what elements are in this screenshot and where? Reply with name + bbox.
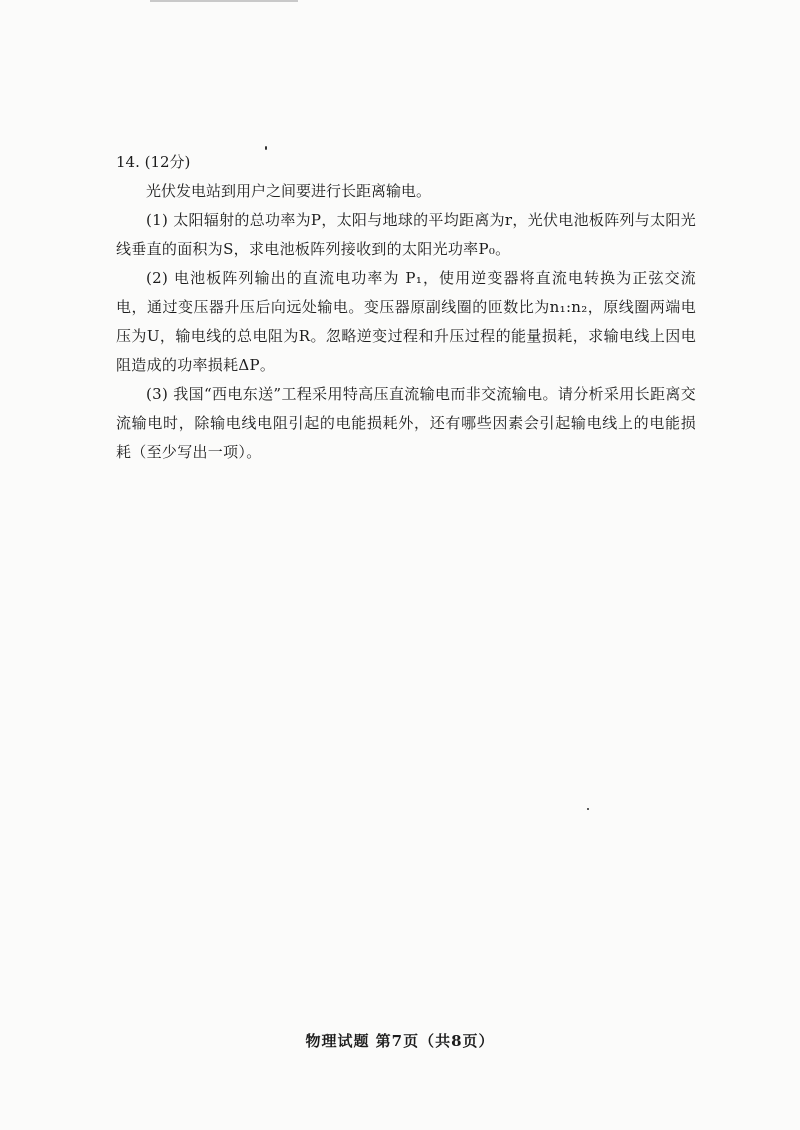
scan-edge-mark	[150, 0, 298, 2]
question-part-3: (3) 我国“西电东送”工程采用特高压直流输电而非交流输电。请分析采用长距离交流输电时，除输电线电阻引起的电能损耗外，还有哪些因素会引起输电线上的电能损耗（至少写出一项）。	[116, 385, 696, 461]
scan-speck	[587, 808, 589, 810]
question-intro: 光伏发电站到用户之间要进行长距离输电。	[146, 182, 432, 200]
question-14	[116, 148, 696, 467]
question-part-1: (1) 太阳辐射的总功率为P，太阳与地球的平均距离为r，光伏电池板阵列与太阳光线垂直的面积为S，求电池板阵列接收到的太阳光功率P₀。	[116, 211, 696, 258]
question-part-2: (2) 电池板阵列输出的直流电功率为 P₁，使用逆变器将直流电转换为正弦交流电，通过变压器升压后向远处输电。变压器原副线圈的匝数比为n₁:n₂，原线圈两端电压为U，输电线的总电阻为R。忽略逆变过程和升压过程的能量损耗，求输电线上因电阻造成的功率损耗ΔP。	[116, 269, 696, 374]
question-header: 14. (12分)	[116, 153, 191, 171]
page-footer: 物理试题 第7页（共8页）	[305, 1032, 495, 1050]
